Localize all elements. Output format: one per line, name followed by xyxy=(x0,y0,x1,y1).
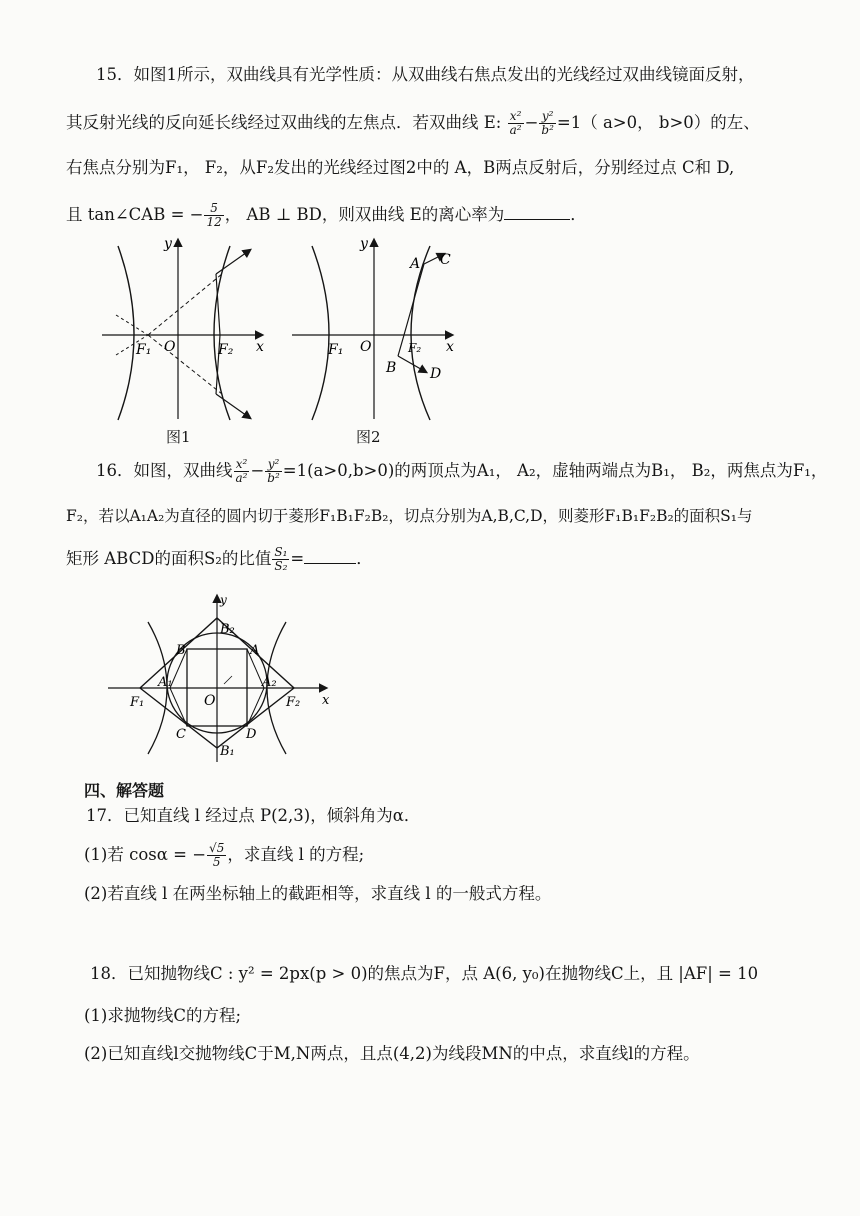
q16-line-1-text-a: 16．如图，双曲线 xyxy=(96,461,233,480)
fig1-label-o: O xyxy=(164,339,176,355)
q16-ratio-fraction: $\frac{\text{S₁}}{\text{S₂}}$ xyxy=(274,545,288,573)
figure-2-caption: 图2 xyxy=(356,428,381,446)
fig1-label-x: x xyxy=(256,339,264,355)
fig2-right-branch xyxy=(411,246,430,420)
q15-line-1: 15．如图1所示，双曲线具有光学性质：从双曲线右焦点发出的光线经过双曲线镜面反射， xyxy=(96,65,755,84)
q17-line-2-text-b: ，求直线 l 的方程; xyxy=(227,845,365,864)
fig1-label-f1: F₁ xyxy=(136,342,152,358)
fig3-label-y: y xyxy=(220,593,227,607)
fig1-dash-lower xyxy=(148,335,222,394)
fig1-dash-left-upper xyxy=(116,315,148,335)
q15-line-2-text-a: 其反射光线的反向延长线经过双曲线的左焦点．若双曲线 E: xyxy=(66,113,502,132)
fig3-label-f2: F₂ xyxy=(286,695,301,710)
fig1-label-y: y xyxy=(164,236,172,252)
fig2-label-d: D xyxy=(430,366,442,382)
q15-tan-fraction: $\frac{5}{12}$ xyxy=(206,201,222,229)
fig2-left-branch xyxy=(312,246,329,420)
fig2-label-c: C xyxy=(440,252,451,268)
fig1-label-f2: F₂ xyxy=(218,342,234,358)
q16-line-1: 16．如图，双曲线 $\frac{\text{x²}}{\text{a²}}$ − $\frac{\text{y²}}{\text{b²}}$ =1(a>0,b>0)的两顶点为A₁， A₂，虚轴两端点为B₁， B₂，两焦点为F₁， xyxy=(96,457,828,485)
fig1-reflect-up xyxy=(216,250,250,274)
q17-line-3: (2)若直线 l 在两坐标轴上的截距相等，求直线 l 的一般式方程。 xyxy=(84,884,552,903)
q15-line-4-text-b: ， AB ⊥ BD，则双曲线 E的离心率为 xyxy=(224,205,505,224)
fig1-reflect-down xyxy=(216,394,250,418)
fig3-label-d: D xyxy=(246,727,257,742)
fig3-label-b: B xyxy=(176,643,186,658)
fig3-mark xyxy=(224,676,232,684)
figure-1 xyxy=(96,234,276,424)
q16-line-3-text-a: 矩形 ABCD的面积S₂的比值 xyxy=(66,549,272,568)
fig2-ray-fa xyxy=(404,264,424,335)
fig3-label-f1: F₁ xyxy=(130,695,145,710)
q16-line-3 xyxy=(66,546,373,573)
fig2-label-a: A xyxy=(410,256,421,272)
fig2-label-b: B xyxy=(386,360,397,376)
q15-line-3: 右焦点分别为F₁， F₂，从F₂发出的光线经过图2中的 A，B两点反射后，分别经过点 C和 D, xyxy=(66,158,735,177)
q15-line-2-text-b: =1（ a>0， b>0）的左、 xyxy=(556,113,760,132)
q16-line-1-text-b: =1(a>0,b>0)的两顶点为A₁， A₂，虚轴两端点为B₁， B₂，两焦点为F₁， xyxy=(282,461,828,480)
q16-equals: = xyxy=(290,549,305,568)
figure-3 xyxy=(104,592,344,764)
fig3-label-a1: A₁ xyxy=(158,675,173,690)
q17-line-2-text-a: (1)若 cosα = − xyxy=(84,845,207,864)
fig3-label-a: A xyxy=(250,643,260,658)
fig3-label-x: x xyxy=(322,693,330,708)
q16-answer-blank xyxy=(304,563,356,564)
q15-answer-blank xyxy=(504,219,570,220)
q15-line-4 xyxy=(66,202,587,229)
figure-2 xyxy=(290,234,470,424)
fig3-label-a2: A₂ xyxy=(262,675,277,690)
fig3-label-b2: B₂ xyxy=(220,622,235,637)
section-heading: 四、解答题 xyxy=(84,781,165,800)
q18-line-2: (1)求抛物线C的方程; xyxy=(84,1006,242,1025)
fig3-label-o: O xyxy=(204,693,216,709)
fig2-label-y: y xyxy=(360,236,368,252)
q16-fraction-x: $\frac{\text{x²}}{\text{a²}}$ xyxy=(235,457,248,485)
fig2-label-f2: F₂ xyxy=(408,341,422,355)
q15-line-4-text-a: 且 tan∠CAB = − xyxy=(66,205,204,224)
fig2-label-f1: F₁ xyxy=(328,342,344,358)
fig2-label-x: x xyxy=(446,339,454,355)
fig3-label-b1: B₁ xyxy=(220,744,235,759)
q15-line-4-end: ． xyxy=(570,205,587,224)
q18-line-1: 18．已知抛物线C : y² = 2px(p > 0)的焦点为F，点 A(6, y₀)在抛物线C上，且 |AF| = 10 xyxy=(90,964,759,983)
q17-cos-fraction: $\frac{√5}{5}$ xyxy=(209,841,225,869)
q17-line-1: 17．已知直线 l 经过点 P(2,3)，倾斜角为α． xyxy=(86,806,421,825)
fig1-left-branch xyxy=(118,246,134,420)
q15-line-2: 其反射光线的反向延长线经过双曲线的左焦点．若双曲线 E: $\frac{\text{x²}}{\text{a²}}$ − $\frac{\text{y²}}{\text{b²}}$ =1（ a>0， b>0）的左、 xyxy=(66,109,760,137)
q16-line-2: F₂，若以A₁A₂为直径的圆内切于菱形F₁B₁F₂B₂，切点分别为A,B,C,D，则菱形F₁B₁F₂B₂的面积S₁与 xyxy=(66,507,753,525)
q16-line-3-end: ． xyxy=(356,549,373,568)
q15-fraction-x: $\frac{\text{x²}}{\text{a²}}$ xyxy=(509,109,522,137)
q15-fraction-y: $\frac{\text{y²}}{\text{b²}}$ xyxy=(541,109,554,137)
fig2-label-o: O xyxy=(360,339,372,355)
fig2-ray-fb xyxy=(398,335,404,356)
q17-line-2 xyxy=(84,842,364,869)
figure-1-caption: 图1 xyxy=(166,428,191,446)
q16-fraction-y: $\frac{\text{y²}}{\text{b²}}$ xyxy=(267,457,280,485)
q18-line-3: (2)已知直线l交抛物线C于M,N两点，且点(4,2)为线段MN的中点，求直线l的方程。 xyxy=(84,1044,700,1063)
fig3-label-c: C xyxy=(176,727,186,742)
fig1-dash-upper xyxy=(148,274,222,335)
